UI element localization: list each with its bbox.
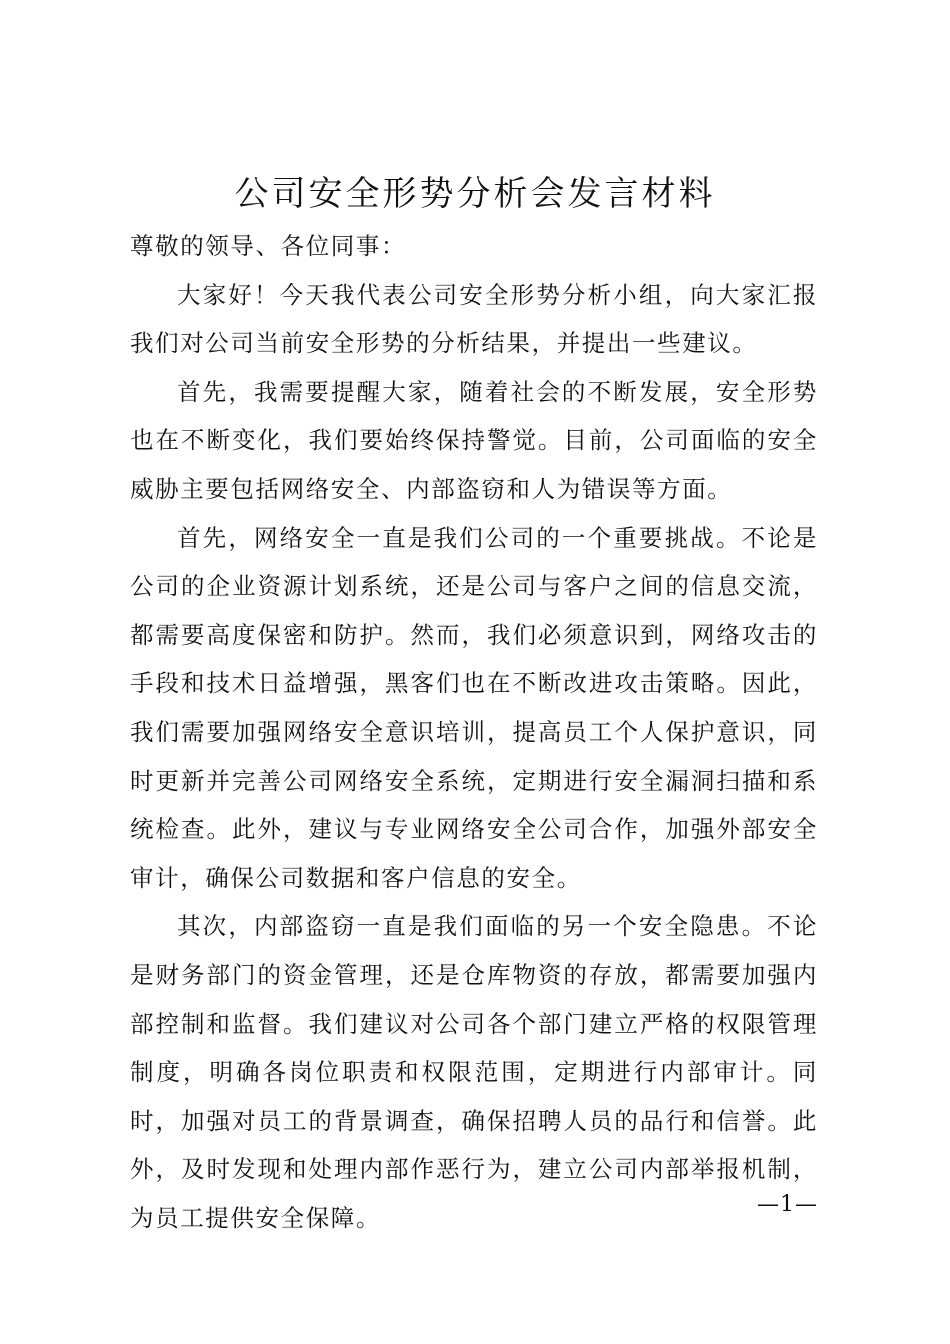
document-title: 公司安全形势分析会发言材料 <box>234 174 716 214</box>
page-number: —1— <box>757 1192 818 1217</box>
paragraph-greeting: 大家好！今天我代表公司安全形势分析小组，向大家汇报我们对公司当前安全形势的分析结果，并提出一些建议。 <box>130 280 818 358</box>
paragraph-overview: 首先，我需要提醒大家，随着社会的不断发展，安全形势也在不断变化，我们要始终保持警觉。目前，公司面临的安全威胁主要包括网络安全、内部盗窃和人为错误等方面。 <box>130 377 818 503</box>
paragraph-internal-theft: 其次，内部盗窃一直是我们面临的另一个安全隐患。不论是财务部门的资金管理，还是仓库物资的存放，都需要加强内部控制和监督。我们建议对公司各个部门建立严格的权限管理制度，明确各岗位职责和权限范围，定期进行内部审计。同时，加强对员工的背景调查，确保招聘人员的品行和信誉。此外，及时发现和处理内部作恶行为，建立公司内部举报机制，为员工提供安全保障。 <box>130 912 818 1232</box>
document-body <box>130 222 818 1242</box>
paragraph-network-security: 首先，网络安全一直是我们公司的一个重要挑战。不论是公司的企业资源计划系统，还是公司与客户之间的信息交流，都需要高度保密和防护。然而，我们必须意识到，网络攻击的手段和技术日益增强，黑客们也在不断改进攻击策略。因此，我们需要加强网络安全意识培训，提高员工个人保护意识，同时更新并完善公司网络安全系统，定期进行安全漏洞扫描和系统检查。此外，建议与专业网络安全公司合作，加强外部安全审计，确保公司数据和客户信息的安全。 <box>130 523 818 892</box>
salutation: 尊敬的领导、各位同事： <box>130 232 407 260</box>
